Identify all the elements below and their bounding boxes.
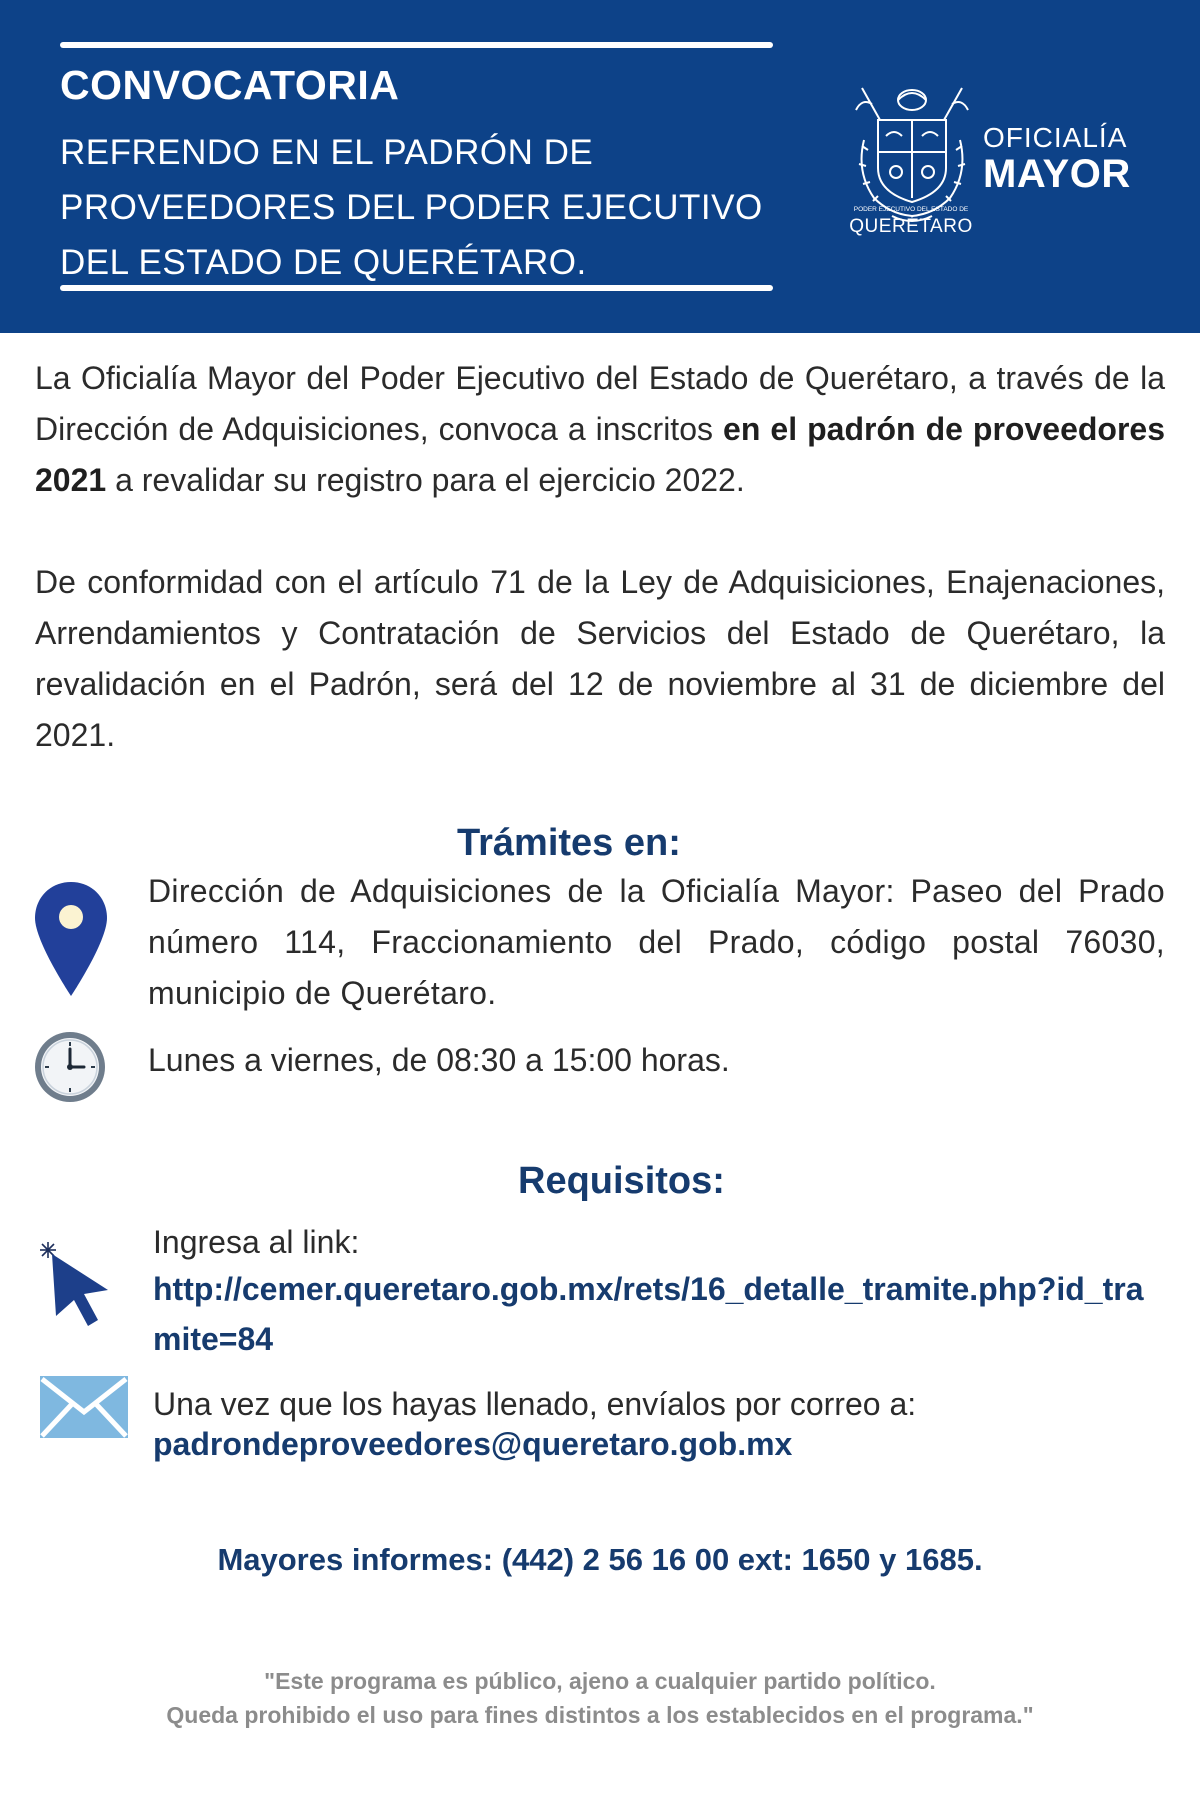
intro-paragraph — [35, 353, 1165, 506]
envelope-icon — [40, 1376, 128, 1438]
header-banner — [0, 0, 1200, 333]
header-title: CONVOCATORIA — [60, 62, 400, 108]
link-intro-text: Ingresa al link: — [153, 1224, 360, 1260]
disclaimer-line: Queda prohibido el uso para fines distintos a los establecidos en el programa." — [166, 1702, 1034, 1728]
office-label-line1: OFICIALÍA — [983, 122, 1128, 153]
header-bottom-rule — [60, 285, 773, 291]
location-text: Dirección de Adquisiciones de la Oficialía Mayor: Paseo del Prado número 114, Fraccionamiento del Prado, código postal 76030, municipio de Querétaro. — [148, 873, 1165, 1011]
logo-caption-state: QUERÉTARO — [849, 216, 973, 237]
disclaimer — [0, 1664, 1200, 1732]
header-subtitle-line: PROVEEDORES DEL PODER EJECUTIVO — [60, 188, 763, 227]
intro-text: a revalidar su registro para el ejercicio 2022. — [106, 462, 745, 498]
header-subtitle — [60, 125, 800, 290]
tramites-heading: Trámites en: — [457, 822, 681, 864]
intro-text-bold: en el padrón de proveedores 2021 — [35, 411, 1166, 498]
intro-text: La Oficialía Mayor del Poder Ejecutivo del Estado de Querétaro, a través de la Dirección de Adquisiciones, convoca a inscritos — [35, 360, 1165, 447]
cursor-icon — [38, 1240, 120, 1328]
hours-text: Lunes a viernes, de 08:30 a 15:00 horas. — [148, 1042, 730, 1078]
contact-info: Mayores informes: (442) 2 56 16 00 ext: 1650 y 1685. — [217, 1542, 983, 1577]
tramite-link[interactable]: http://cemer.queretaro.gob.mx/rets/16_detalle_tramite.php?id_tramite=84 — [153, 1271, 1144, 1357]
legal-paragraph: De conformidad con el artículo 71 de la Ley de Adquisiciones, Enajenaciones, Arrendamientos y Contratación de Servicios del Estado de Querétaro, la revalidación en el Padrón, será del 12 de noviembre al 31 de diciembre del 2021. — [35, 564, 1165, 753]
map-pin-icon — [33, 880, 109, 998]
clock-icon — [33, 1030, 107, 1104]
email-link[interactable]: padrondeproveedores@queretaro.gob.mx — [153, 1426, 793, 1462]
logo-caption-small: PODER EJECUTIVO DEL ESTADO DE — [853, 206, 969, 213]
header-subtitle-line: REFRENDO EN EL PADRÓN DE — [60, 133, 594, 172]
disclaimer-line: "Este programa es público, ajeno a cualquier partido político. — [264, 1668, 936, 1694]
header-top-rule — [60, 42, 773, 48]
office-label-line2: MAYOR — [983, 152, 1131, 196]
mail-intro-text: Una vez que los hayas llenado, envíalos por correo a: — [153, 1386, 917, 1422]
header-subtitle-line: DEL ESTADO DE QUERÉTARO. — [60, 243, 587, 282]
requisitos-heading: Requisitos: — [518, 1160, 725, 1202]
